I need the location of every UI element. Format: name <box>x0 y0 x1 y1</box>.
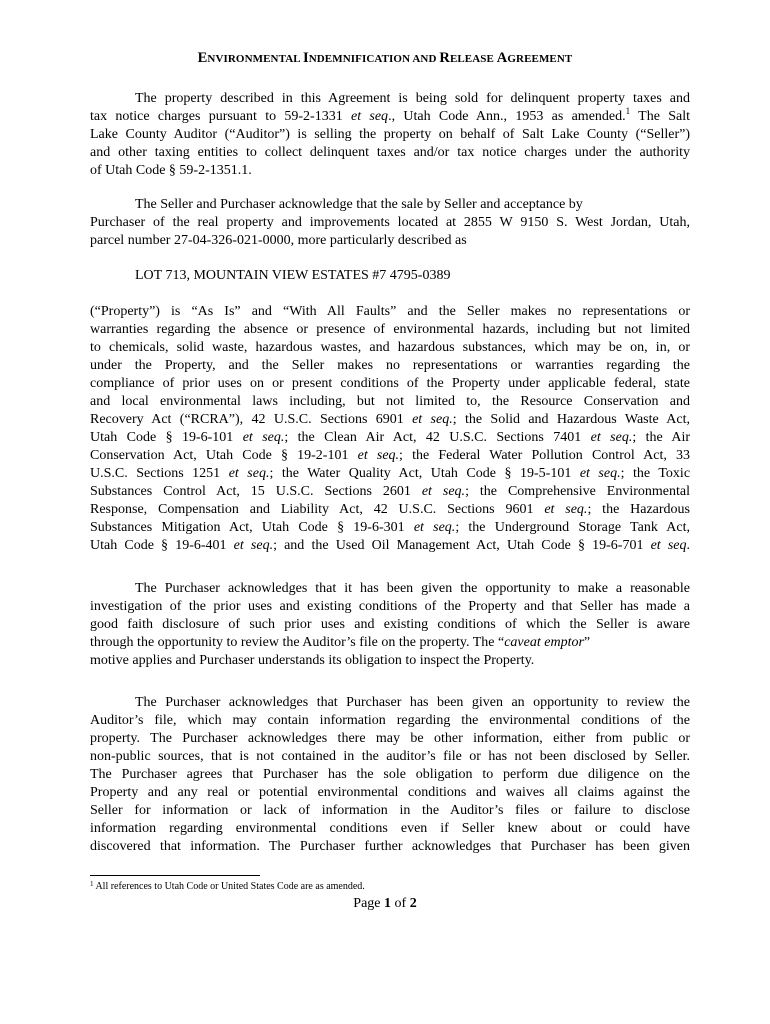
text-run: The Salt <box>630 109 691 124</box>
italic-text: et seq. <box>413 520 456 535</box>
paragraph-as-is <box>90 303 690 555</box>
title-initial: I <box>302 50 309 66</box>
paragraph-line: The Seller and Purchaser acknowledge that the sale by Seller and acceptance by <box>135 197 583 212</box>
paragraph-sale-notice <box>90 90 690 180</box>
page-number-current: 1 <box>384 896 392 911</box>
footnote-mark: 1 <box>90 880 94 888</box>
paragraph-line: and other taxing entities to collect delinquent taxes and/or tax notice charges under the authority <box>90 145 690 160</box>
paragraph-line <box>90 501 690 519</box>
paragraph-line: under the Property, and the Seller makes no representations or warranties regarding the <box>90 358 690 373</box>
text-run: ; the Air <box>632 430 691 445</box>
italic-text: et seq <box>351 109 389 124</box>
paragraph-line: Purchaser of the real property and improvements located at 2855 W 9150 S. West Jordan, Utah, <box>90 215 690 230</box>
title-initial: A <box>496 50 508 66</box>
text-run: ; the Toxic <box>620 466 691 481</box>
italic-text: et seq. <box>421 484 466 499</box>
page-number-prefix: Page <box>353 896 385 911</box>
title-word: ELEASE <box>449 53 497 65</box>
paragraph-auditor-file <box>90 694 690 856</box>
italic-text: et seq. <box>228 466 270 481</box>
paragraph-line: of Utah Code § 59-2-1351.1. <box>90 163 252 178</box>
footnote-text: All references to Utah Code or United States Code are as amended. <box>93 881 365 892</box>
text-run: ; and the Used Oil Management Act, Utah Code § 19-6-701 <box>273 538 651 553</box>
text-run: through the opportunity to review the Auditor’s file on the property. The “ <box>90 635 505 650</box>
paragraph-line: (“Property”) is “As Is” and “With All Faults” and the Seller makes no representations or <box>90 304 690 319</box>
text-run: ; the Comprehensive Environmental <box>465 484 691 499</box>
legal-description <box>90 267 690 285</box>
text-run: Conservation Act, Utah Code § 19-2-101 <box>90 448 358 463</box>
title-word: NVIRONMENTAL <box>207 53 303 65</box>
paragraph-line: information regarding environmental conditions even if Seller knew about or could have <box>90 821 690 836</box>
lot-description: LOT 713, MOUNTAIN VIEW ESTATES #7 4795-0389 <box>135 268 451 283</box>
footnote <box>90 880 365 893</box>
paragraph-line <box>90 634 690 652</box>
title-initial: R <box>439 50 450 66</box>
paragraph-line: Auditor’s file, which may contain information regarding the environmental conditions of the <box>90 713 690 728</box>
paragraph-line: The Purchaser acknowledges that it has been given the opportunity to make a reasonable <box>135 581 690 596</box>
text-run: ” <box>583 635 591 650</box>
italic-text: et seq <box>650 538 687 553</box>
paragraph-line: Seller for information or lack of information in the Auditor’s files or failure to disclose <box>90 803 690 818</box>
paragraph-line: non-public sources, that is not contained in the auditor’s file or has not been disclosed by Seller. <box>90 749 690 764</box>
italic-text: et seq. <box>579 466 621 481</box>
text-run: ; the Underground Storage Tank Act, <box>455 520 690 535</box>
footnote-reference[interactable]: 1 <box>625 106 631 116</box>
italic-text: et seq. <box>590 430 633 445</box>
text-run: Utah Code § 19-6-101 <box>90 430 243 445</box>
paragraph-line <box>90 465 690 483</box>
paragraph-line: Lake County Auditor (“Auditor”) is selling the property on behalf of Salt Lake County (“Seller”) <box>90 127 690 142</box>
text-run: Substances Mitigation Act, Utah Code § 19-6-301 <box>90 520 414 535</box>
italic-text: et seq. <box>242 430 285 445</box>
paragraph-line: warranties regarding the absence or presence of environmental hazards, including but not limited <box>90 322 690 337</box>
text-run: Utah Code § 19-6-401 <box>90 538 234 553</box>
page-number-separator: of <box>391 896 410 911</box>
italic-text: et seq. <box>412 412 453 427</box>
paragraph-line: to chemicals, solid waste, hazardous wastes, and hazardous substances, which may be on, in, or <box>90 340 690 355</box>
italic-text: caveat emptor <box>504 635 584 650</box>
text-run: Substances Control Act, 15 U.S.C. Sections 2601 <box>90 484 422 499</box>
title-word: GREEMENT <box>507 53 573 65</box>
paragraph-line <box>90 483 690 501</box>
paragraph-line <box>90 447 690 465</box>
text-run: . <box>686 538 690 553</box>
title-word: NDEMNIFICATION AND <box>308 53 440 65</box>
footnote-divider <box>90 875 260 876</box>
text-run: U.S.C. Sections 1251 <box>90 466 229 481</box>
text-run: tax notice charges pursuant to 59-2-1331 <box>90 109 351 124</box>
paragraph-line: The property described in this Agreement is being sold for delinquent property taxes and <box>135 91 690 106</box>
text-run: ; the Water Quality Act, Utah Code § 19-5-101 <box>269 466 580 481</box>
paragraph-line: The Purchaser acknowledges that Purchaser has been given an opportunity to review the <box>135 695 690 710</box>
paragraph-line: Property and any real or potential environmental conditions and waives all claims against the <box>90 785 690 800</box>
page-number <box>0 896 770 912</box>
document-title <box>0 50 770 67</box>
paragraph-line: motive applies and Purchaser understands its obligation to inspect the Property. <box>90 653 535 668</box>
text-run: Recovery Act (“RCRA”), 42 U.S.C. Sections 6901 <box>90 412 413 427</box>
paragraph-investigation <box>90 580 690 670</box>
paragraph-line: The Purchaser agrees that Purchaser has the sole obligation to perform due diligence on the <box>90 767 690 782</box>
paragraph-line <box>90 429 690 447</box>
title-initial: E <box>197 50 208 66</box>
text-run: ; the Solid and Hazardous Waste Act, <box>452 412 691 427</box>
text-run: ., Utah Code Ann., 1953 as amended. <box>388 109 626 124</box>
paragraph-acknowledgement <box>90 196 690 250</box>
page-number-total: 2 <box>409 896 417 911</box>
text-run: ; the Hazardous <box>587 502 691 517</box>
paragraph-line: parcel number 27-04-326-021-0000, more particularly described as <box>90 233 467 248</box>
italic-text: et seq. <box>544 502 588 517</box>
paragraph-line: compliance of prior uses on or present conditions of the Property under applicable federal, state <box>90 376 690 391</box>
paragraph-line <box>90 108 690 126</box>
text-run: Response, Compensation and Liability Act, 42 U.S.C. Sections 9601 <box>90 502 545 517</box>
italic-text: et seq. <box>233 538 274 553</box>
paragraph-line: investigation of the prior uses and existing conditions of the Property and that Seller has made a <box>90 599 690 614</box>
paragraph-line: property. The Purchaser acknowledges there may be other information, either from public or <box>90 731 690 746</box>
text-run: ; the Federal Water Pollution Control Act, 33 <box>399 448 690 463</box>
paragraph-line: good faith disclosure of such prior uses and existing conditions of which the Seller is aware <box>90 617 690 632</box>
paragraph-line <box>90 411 690 429</box>
paragraph-line <box>90 519 690 537</box>
text-run: ; the Clean Air Act, 42 U.S.C. Sections 7401 <box>284 430 591 445</box>
paragraph-line <box>90 537 690 555</box>
paragraph-line: and local environmental laws including, but not limited to, the Resource Conservation and <box>90 394 690 409</box>
italic-text: et seq. <box>357 448 400 463</box>
paragraph-line: discovered that information. The Purchaser further acknowledges that Purchaser has been given <box>90 839 690 854</box>
